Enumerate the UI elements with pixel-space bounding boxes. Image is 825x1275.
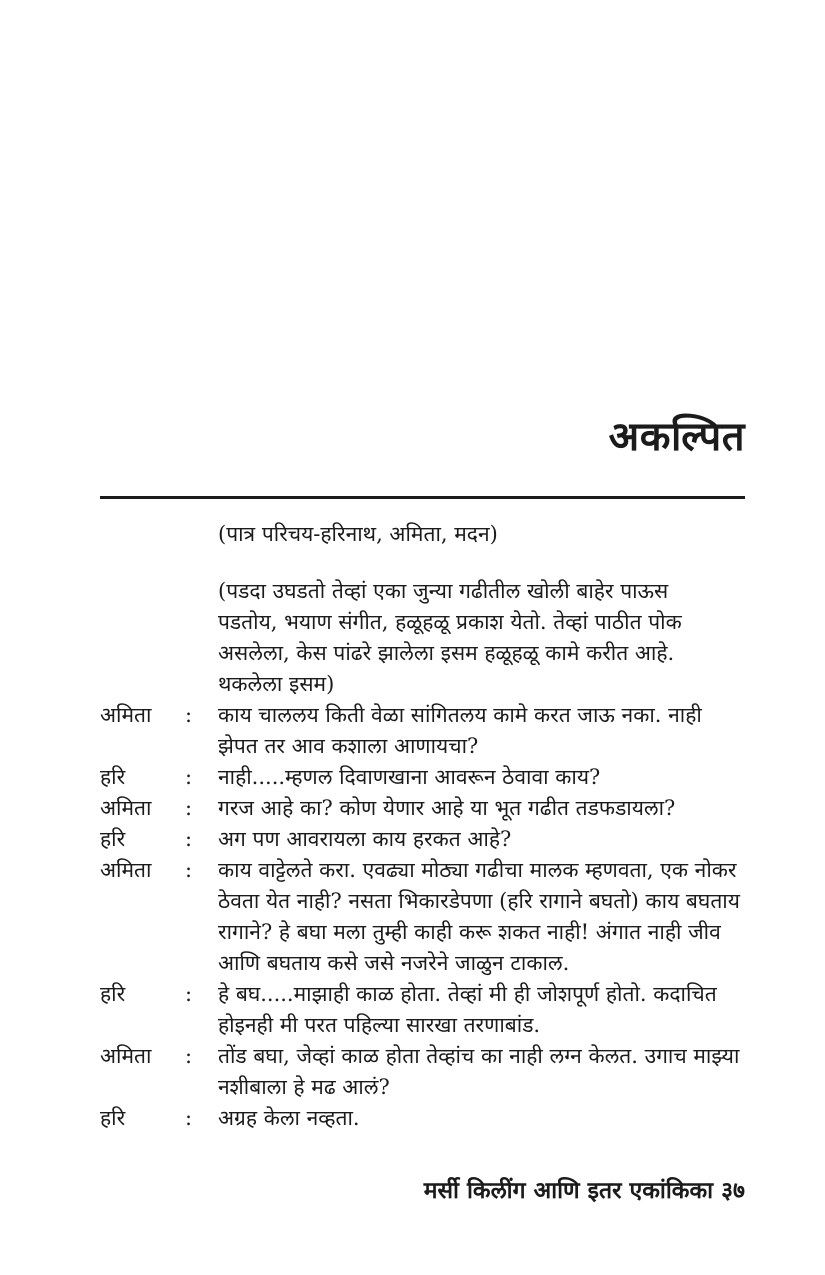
speech-text: नाही.....म्हणल दिवाणखाना आवरून ठेवावा काय? (218, 765, 601, 789)
speech-text: तोंड बघा, जेव्हां काळ होता तेव्हांच का नाही लग्न केलत. उगाच माझ्या नशीबाला हे मढ आलं? (218, 1044, 740, 1099)
speaker-colon: : (185, 858, 193, 882)
dialogue-row (100, 979, 745, 1041)
speaker-name: अमिता (100, 796, 152, 820)
stage-direction: (पडदा उघडतो तेव्हां एका जुन्या गढीतील खोली बाहेर पाऊस पडतोय, भयाण संगीत, हळूहळू प्रकाश येतो. तेव्हां पाठीत पोक असलेला, केस पांढरे झालेला इसम हळूहळू कामे करीत आहे. थकलेला इसम) (218, 579, 682, 696)
speaker-name: हरि (100, 1106, 126, 1130)
speaker-colon: : (185, 765, 193, 789)
dialogue-row (100, 762, 745, 793)
dialogue-list (100, 700, 745, 1134)
dialogue-row (100, 700, 745, 762)
cast-intro-line: (पात्र परिचय-हरिनाथ, अमिता, मदन) (218, 522, 498, 546)
dialogue-row (100, 1041, 745, 1103)
speech-text: अग पण आवरायला काय हरकत आहे? (218, 827, 512, 851)
running-footer: मर्सी किलींग आणि इतर एकांकिका ३७ (423, 1177, 745, 1204)
speaker-colon: : (185, 796, 193, 820)
title-underline-rule (100, 496, 745, 499)
speaker-name: हरि (100, 827, 126, 851)
speech-text: हे बघ.....माझाही काळ होता. तेव्हां मी ही जोशपूर्ण होतो. कदाचित होइनही मी परत पहिल्या सारखा तरणाबांड. (218, 982, 717, 1037)
dialogue-row (100, 824, 745, 855)
speech-text: अग्रह केला नव्हता. (218, 1106, 360, 1130)
speaker-colon: : (185, 703, 193, 727)
speech-text: काय चाललय किती वेळा सांगितलय कामे करत जाऊ नका. नाही झेपत तर आव कशाला आणायचा? (218, 703, 702, 758)
speech-text: गरज आहे का? कोण येणार आहे या भूत गढीत तडफडायला? (218, 796, 676, 820)
dialogue-row (100, 1103, 745, 1134)
speaker-name: हरि (100, 765, 126, 789)
page-content (100, 0, 745, 1134)
speaker-name: अमिता (100, 858, 152, 882)
page-title: अकल्पित (608, 413, 745, 460)
dialogue-row (100, 793, 745, 824)
speaker-name: हरि (100, 982, 126, 1006)
speech-text: काय वाट्टेलते करा. एवढ्या मोठ्या गढीचा मालक म्हणवता, एक नोकर ठेवता येत नाही? नसता भिकारडेपणा (हरि रागाने बघतो) काय बघताय रागाने? हे बघा मला तुम्ही काही करू शकत नाही! अंगात नाही जीव आणि बघताय कसे जसे नजरेने जाळुन टाकाल. (218, 858, 740, 975)
dialogue-row (100, 855, 745, 979)
speaker-name: अमिता (100, 703, 152, 727)
speaker-colon: : (185, 982, 193, 1006)
speaker-name: अमिता (100, 1044, 152, 1068)
speaker-colon: : (185, 1044, 193, 1068)
speaker-colon: : (185, 1106, 193, 1130)
speaker-colon: : (185, 827, 193, 851)
